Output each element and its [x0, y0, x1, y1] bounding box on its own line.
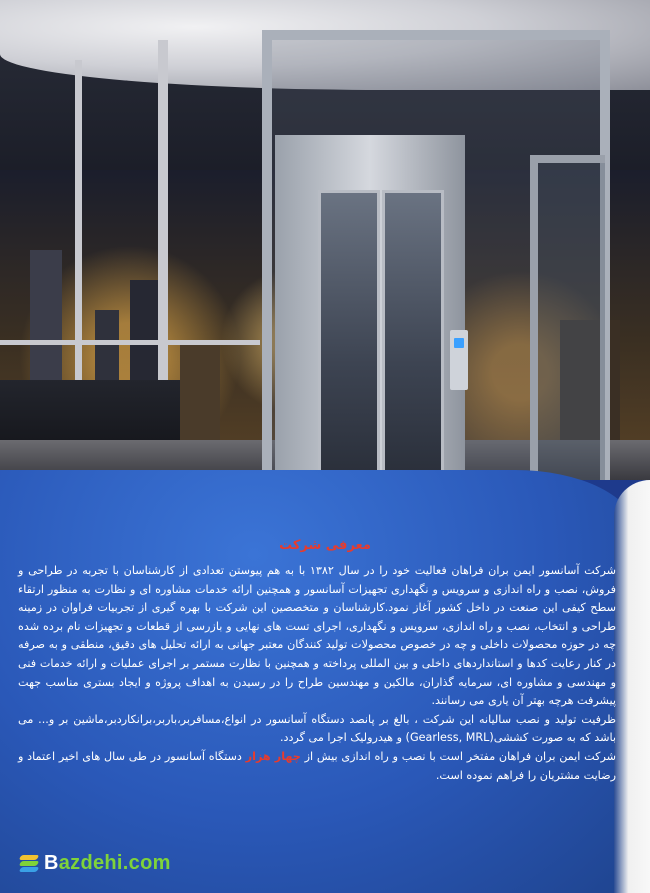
- elevator-door-left: [318, 190, 380, 480]
- company-description: [18, 562, 616, 785]
- elevator-door-right: [382, 190, 444, 480]
- closing-after: دستگاه آسانسور در طی سال های اخیر اعتماد و رضایت مشتریان را فراهم نموده است.: [18, 749, 616, 782]
- paragraph-capacity: ظرفیت تولید و نصب سالیانه این شرکت ، بالغ بر پانصد دستگاه آسانسور در انواع،مسافربر،باربر،برانکاردبر،ماشین بر و... می باشد که به صورت کششی(Gearless, MRL) و هیدرولیک اجرا می گردد.: [18, 712, 616, 745]
- elevator-call-panel: [450, 330, 468, 390]
- paragraph-intro: شرکت آسانسور ایمن بران فراهان فعالیت خود را در سال ۱۳۸۲ با به هم پیوستن تعدادی از کارشناسان با تجربه در طراحی و فروش، نصب و راه اندازی و سرویس و نگهداری تجهیزات آسانسور و همچنین ارائه خدمات مشاوره ای و نظارت به منظور ارتقاء سطح کیفی این صنعت در داخل کشور آغاز نمود.کارشناسان و متخصصین این شرکت با بهره گیری از تجربیات فراوان در زمینه طراحی و انتخاب، نصب و راه اندازی، سرویس و نگهداری، اجرای تست های نهایی و بازرسی از قطعات و تجهیزات نام برده شده چه در حوزه محصولات داخلی و چه در خصوص محصولات تولید کنندگان معتبر جهانی به ارائه تحلیل های دقیق، منطقی و به صرفه در کنار رعایت کدها و استانداردهای داخلی و بین المللی پرداخته و همچنین با نظارت مستمر بر اجرای عملیات و ارائه خدمات فنی و مهندسی و مشاوره ای، سرمایه گذاران، مالکین و مهندسین طراح را در رسیدن به اهداف پروژه و ایجاد بستری مناسب جهت پیشرفت هرچه بهتر آن یاری می رسانند.: [18, 564, 616, 708]
- section-title: معرفی شرکت: [279, 538, 371, 553]
- closing-highlight: چهار هزار: [245, 749, 301, 763]
- paragraph-closing: [18, 748, 616, 785]
- bazdeh-logo-icon: [18, 852, 40, 874]
- elevator-side-glass: [530, 155, 605, 480]
- watermark-text: Bazdehi.com: [44, 851, 171, 874]
- closing-before: شرکت ایمن بران فراهان مفتخر است با نصب و راه اندازی بیش از: [300, 749, 617, 763]
- watermark: [18, 848, 171, 878]
